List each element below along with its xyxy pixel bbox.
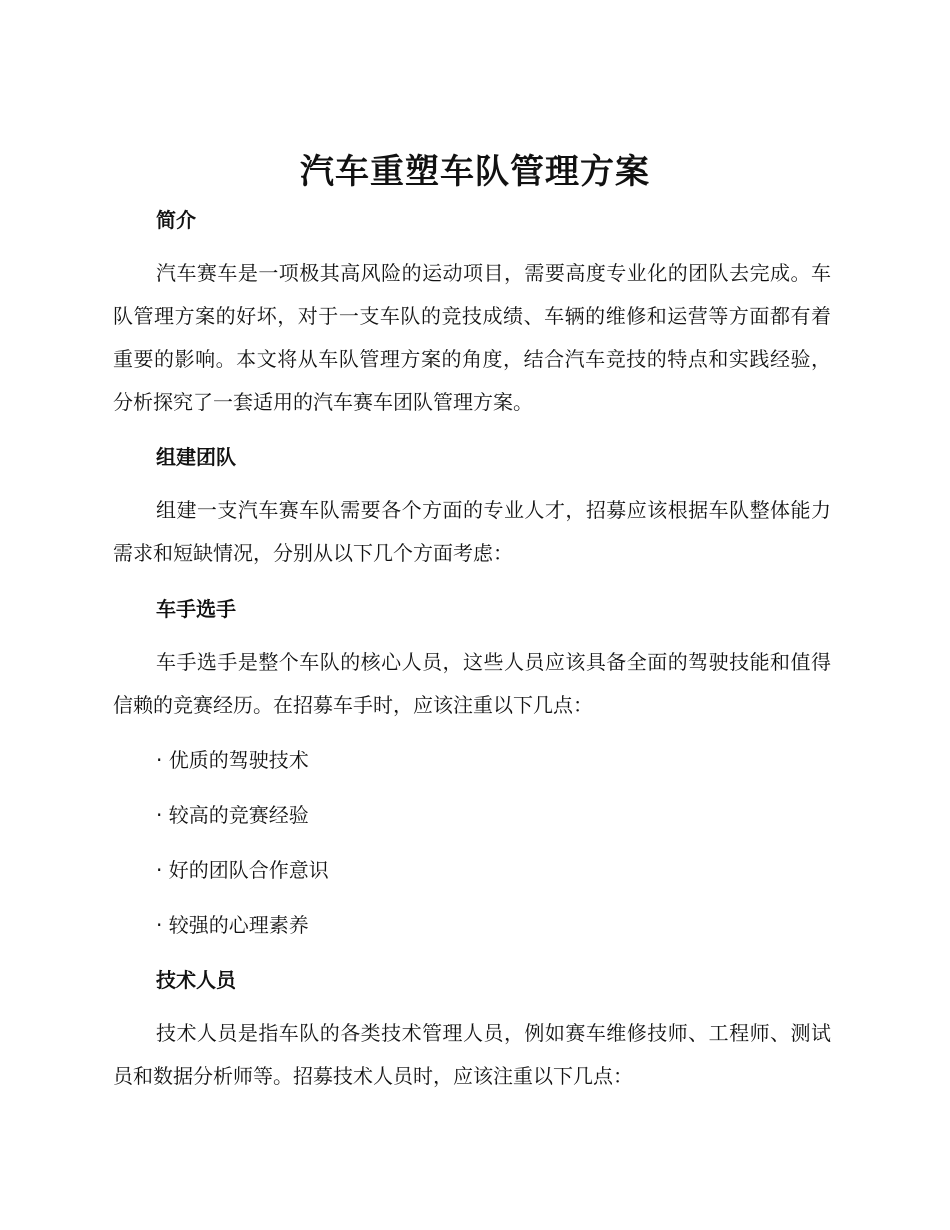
list-item: · 较强的心理素养 <box>156 913 309 937</box>
section-heading-drivers: 车手选手 <box>156 597 236 621</box>
list-item: · 好的团队合作意识 <box>156 858 329 882</box>
team-building-paragraph: 组建一支汽车赛车队需要各个方面的专业人才，招募应该根据车队整体能力需求和短缺情况，分别从以下几个方面考虑： <box>113 498 831 565</box>
section-heading-team-building: 组建团队 <box>156 445 236 469</box>
intro-paragraph: 汽车赛车是一项极其高风险的运动项目，需要高度专业化的团队去完成。车队管理方案的好坏，对于一支车队的竞技成绩、车辆的维修和运营等方面都有着重要的影响。本文将从车队管理方案的角度，结合汽车竞技的特点和实践经验，分析探究了一套适用的汽车赛车团队管理方案。 <box>113 261 831 414</box>
document-title: 汽车重塑车队管理方案 <box>300 152 650 192</box>
list-item: · 优质的驾驶技术 <box>156 748 309 772</box>
list-item: · 较高的竞赛经验 <box>156 803 309 827</box>
section-heading-technicians: 技术人员 <box>156 968 236 992</box>
technicians-paragraph: 技术人员是指车队的各类技术管理人员，例如赛车维修技师、工程师、测试员和数据分析师等。招募技术人员时，应该注重以下几点： <box>113 1021 831 1088</box>
drivers-paragraph: 车手选手是整个车队的核心人员，这些人员应该具备全面的驾驶技能和值得信赖的竞赛经历。在招募车手时，应该注重以下几点： <box>113 650 831 717</box>
section-heading-intro: 简介 <box>156 208 196 232</box>
